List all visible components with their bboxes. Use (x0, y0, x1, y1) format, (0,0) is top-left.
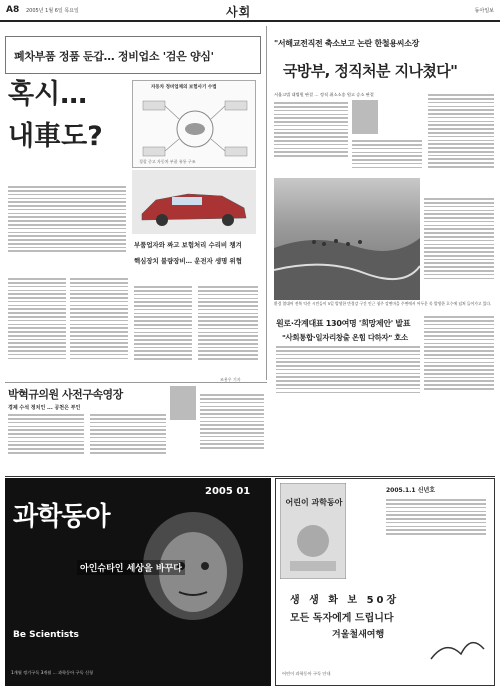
lawmaker-portrait (170, 386, 196, 420)
right-story-body-col1 (274, 100, 348, 170)
bottom-left-body-col2 (90, 412, 166, 470)
left-story-body-col4 (198, 284, 258, 376)
river-protest-photo (274, 178, 420, 300)
right-story-body-col3 (428, 92, 494, 188)
middle-story-headline: 원로·각계대표 130여명 '희망제안' 발표 (276, 319, 411, 328)
issue-date: 2005년 1월 6일 목요일 (26, 8, 79, 14)
left-story-body-col1 (8, 276, 66, 376)
science-donga-footer[interactable]: 1개월 정기구독 3개월 ... 과학동아 구독 신청 (11, 670, 94, 675)
right-story-subhead: 서울고법 대법원 판결 … 정직 취소소송 원고 승소 판결 (274, 92, 374, 97)
kids-promo-line-2: 모든 독자에게 드립니다 (290, 613, 394, 624)
kids-ad-footer[interactable]: 어린이 과학동아 구독 안내 (282, 671, 331, 676)
science-donga-logo: 과학동아 (13, 502, 110, 532)
page-header (0, 0, 500, 22)
kids-issue-badge: 2005.1.1 신년호 (386, 487, 436, 494)
right-story-body-col4 (424, 196, 494, 306)
car-illustration (132, 170, 256, 234)
kids-promo-line-3: 겨울철새여행 (332, 630, 385, 640)
subhead-fraud: 부품업자와 짜고 보험처리 수리비 챙겨 (134, 241, 242, 249)
bottom-left-body-col3 (200, 392, 264, 470)
diagram-title: 자동차 정비업체의 보험사기 수법 (151, 85, 217, 90)
headline-line-2: 내車도? (8, 121, 103, 152)
left-story-kicker: 폐차부품 정품 둔갑… 정비업소 '검은 양심' (14, 50, 214, 63)
diagram-caption: 경찰 중고 자동차 부품 유통 구조 (139, 159, 196, 164)
left-story-body-intro (8, 184, 126, 268)
kids-promo-line-1: 생 생 화 보 50장 (290, 595, 400, 606)
right-story-body-col2 (352, 138, 422, 178)
ad-top-rule (5, 476, 495, 477)
right-story-headline: 국방부, 정직처분 지나쳤다" (283, 62, 458, 80)
science-donga-tagline: 아인슈타인 세상을 바꾸다 (77, 560, 185, 575)
horizontal-divider (5, 382, 267, 383)
photo-caption: 환경 열대어 전북 익산 시민들이 5일 발생한 만경강 구간 인근 청주 강변마을 주변에서 어두운 목 발생한 호수에 넘쳐 들어가고 있다. (274, 301, 492, 306)
damaged-car-photo (132, 170, 256, 234)
left-story-byline: 조용우 기자 (220, 377, 241, 382)
section-title: 사회 (226, 5, 252, 19)
middle-story-subhead: "사회통합·일자리창출 온힘 다하자" 호소 (282, 333, 408, 342)
science-donga-ad[interactable] (5, 478, 495, 686)
column-divider (266, 26, 267, 380)
bird-illustration (426, 629, 486, 669)
left-story-body-col3 (134, 284, 192, 376)
left-subheads (134, 240, 260, 280)
kids-science-donga-panel[interactable] (275, 478, 495, 686)
science-donga-panel[interactable] (5, 478, 271, 686)
page-number: A8 (6, 5, 20, 15)
photo-scene (274, 178, 420, 300)
middle-story-body (276, 344, 420, 412)
subhead-danger: 핵심장치 불량장비… 운전자 생명 위협 (134, 257, 242, 265)
bottom-left-body-col1 (8, 412, 84, 470)
left-headline (8, 78, 128, 178)
right-bottom-body (424, 314, 494, 414)
science-donga-issue: 2005 01 (205, 486, 251, 497)
bottom-left-headline: 박혁규의원 사전구속영장 (8, 388, 123, 401)
left-story-kicker-box (5, 36, 261, 74)
bottom-left-subhead: 경제 수석 정치인 ... 공천은 부인 (8, 405, 81, 411)
headline-line-1: 혹시… (8, 79, 88, 110)
official-portrait (352, 100, 378, 134)
be-scientists-logo: Be Scientists (13, 630, 79, 640)
kids-ad-details (386, 497, 486, 577)
right-story-kicker: "서해교전직전 축소보고 논란 한철용씨소장 (274, 39, 420, 48)
left-story-body-col2 (70, 276, 128, 376)
insurance-fraud-diagram (132, 80, 256, 168)
paper-name: 동아일보 (474, 8, 494, 14)
kids-magazine-logo: 어린이 과학동아 (285, 498, 343, 507)
